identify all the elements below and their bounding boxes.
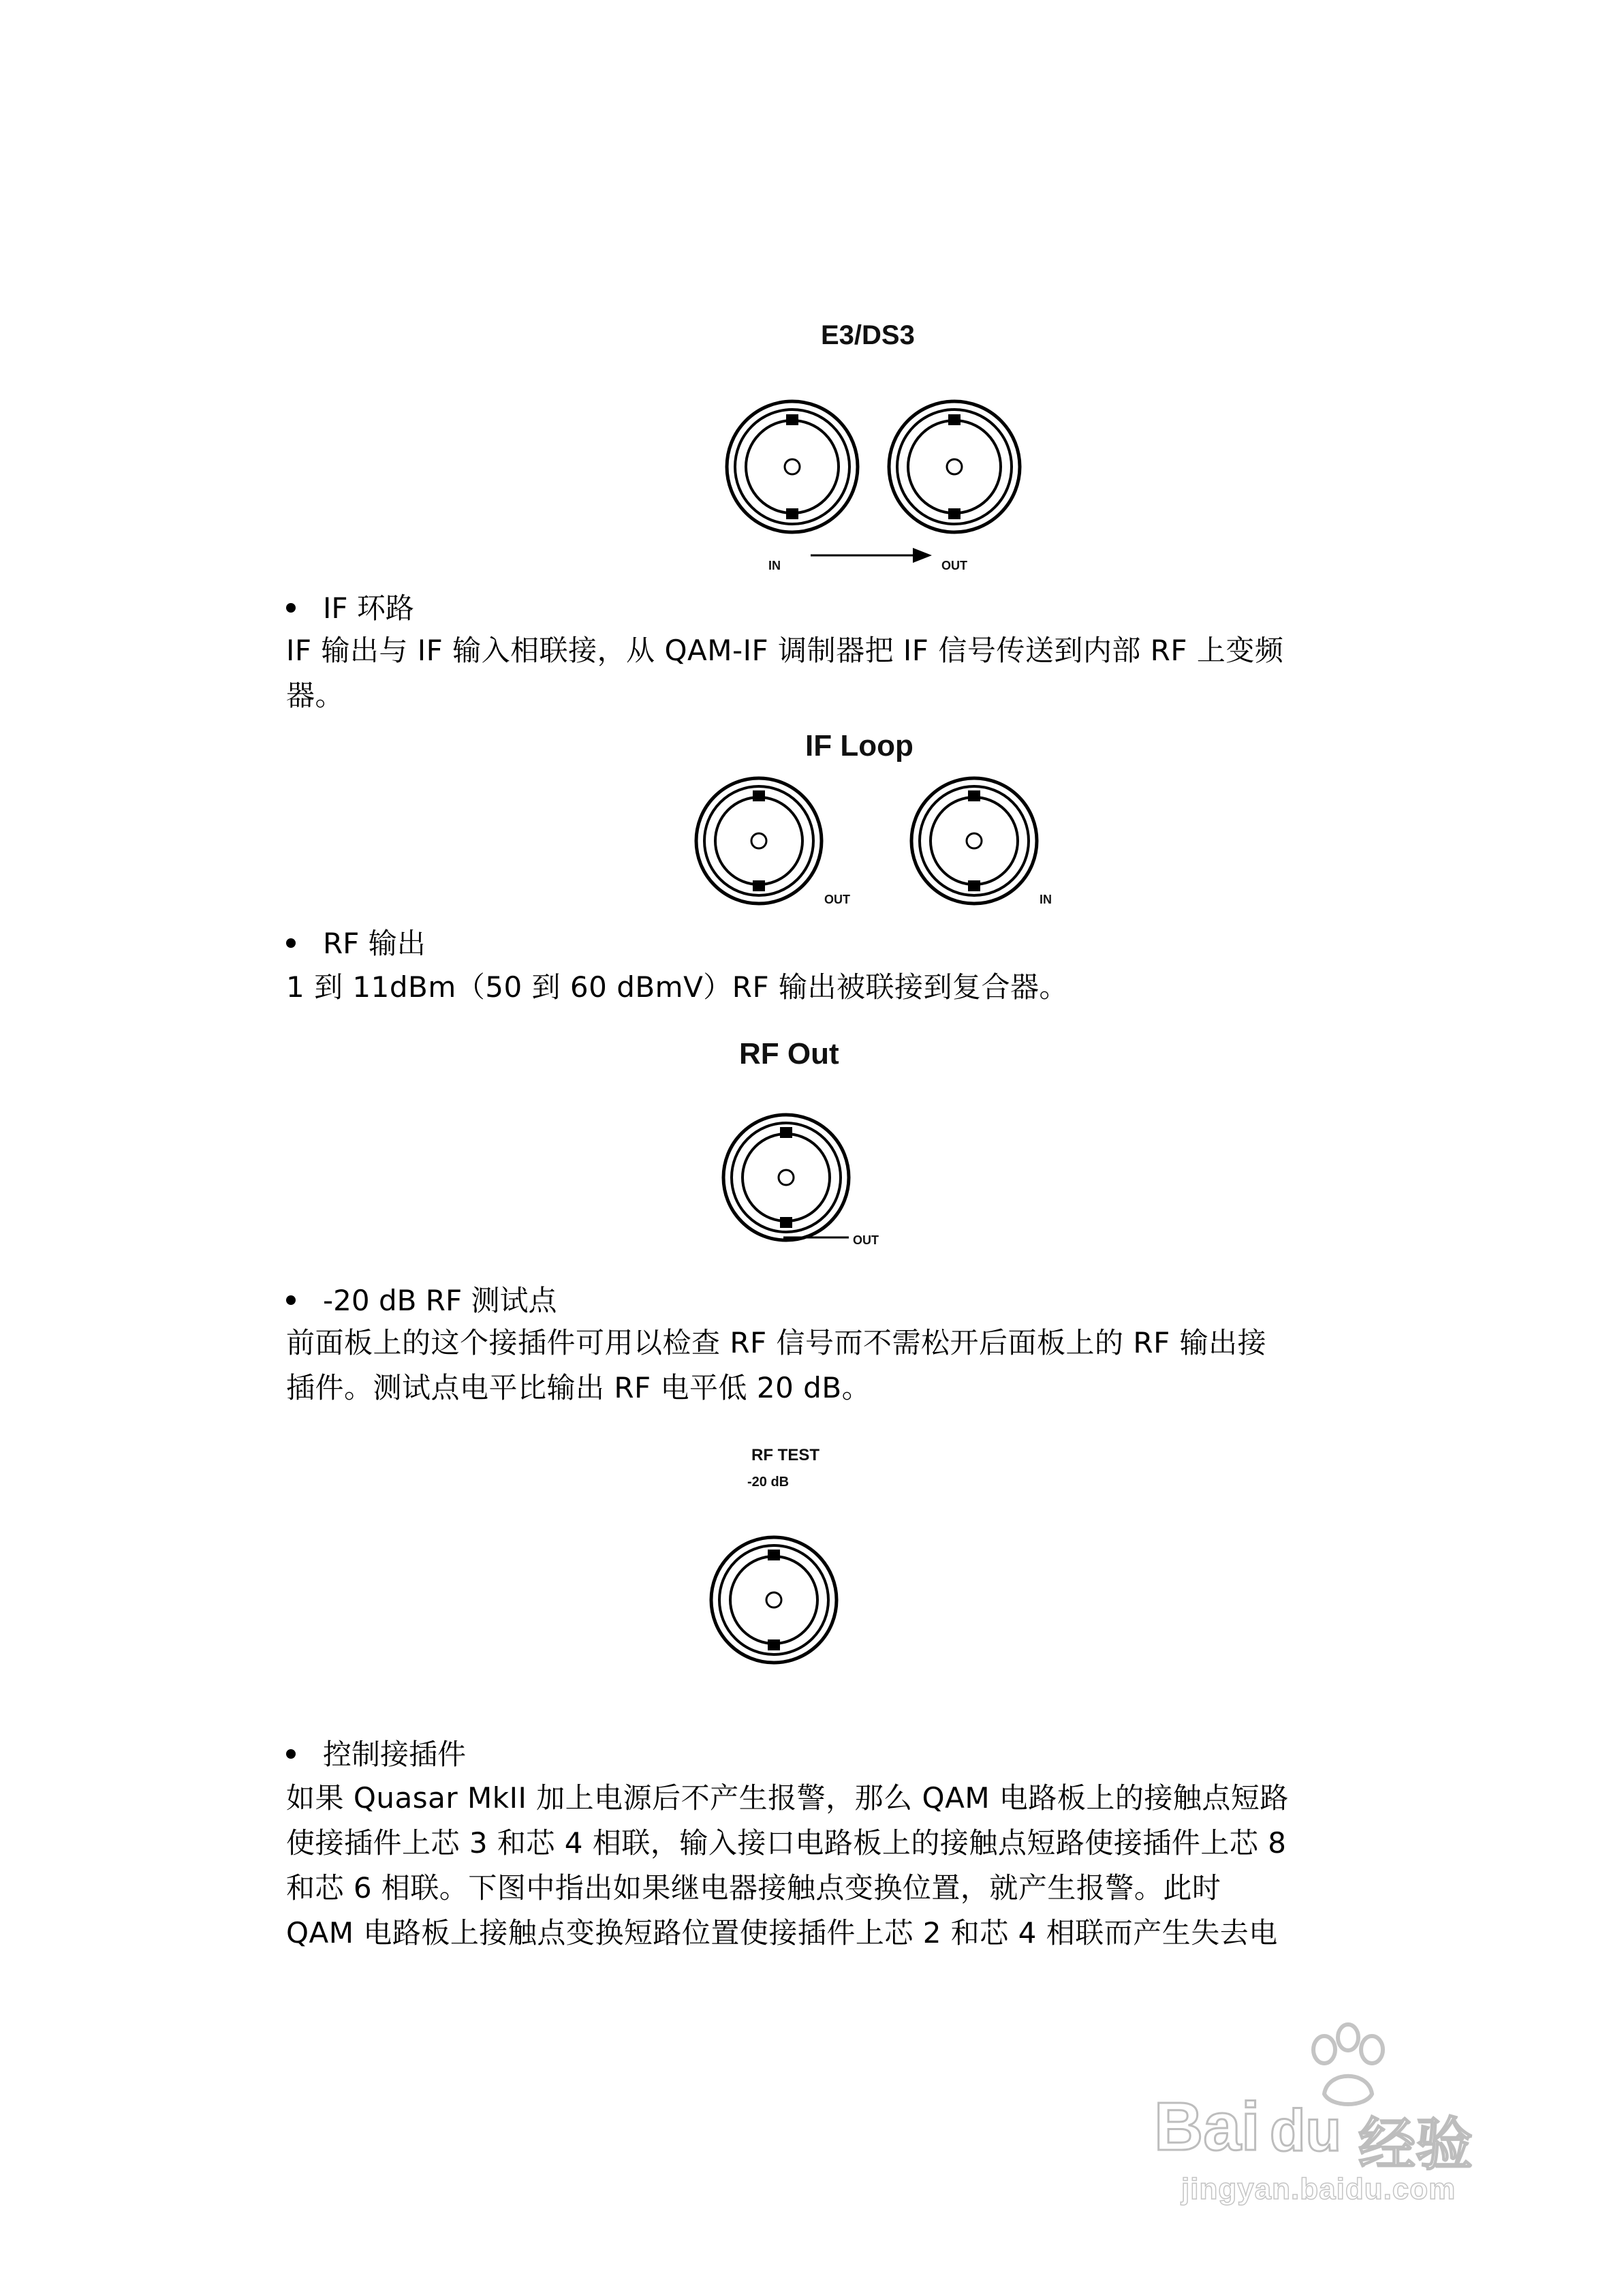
- paragraph-rf-test-point: [286, 1321, 1376, 1411]
- paragraph-line: 器。: [286, 679, 345, 712]
- watermark-url: jingyan.baidu.com: [1181, 2172, 1456, 2206]
- bullet-text: IF 环路: [323, 591, 414, 625]
- bullet-dot: [286, 1749, 296, 1759]
- bullet-text: 控制接插件: [323, 1738, 467, 1771]
- e3ds3-label-out: OUT: [941, 559, 967, 572]
- signal-arrow-icon: [811, 545, 940, 566]
- bnc-connector-e3ds3-out-icon: [883, 395, 1026, 538]
- paragraph-line: 1 到 11dBm（50 到 60 dBmV）RF 输出被联接到复合器。: [286, 970, 1069, 1004]
- figure-title-rf-out: RF Out: [739, 1037, 839, 1071]
- paragraph-line: 使接插件上芯 3 和芯 4 相联，输入接口电路板上的接触点短路使接插件上芯 8: [286, 1826, 1287, 1860]
- figure-title-if-loop: IF Loop: [805, 729, 914, 763]
- paragraph-control-connector: [286, 1776, 1376, 1956]
- figure-subtitle-rf-test: -20 dB: [747, 1475, 790, 1490]
- paragraph-line: QAM 电路板上接触点变换短路位置使接插件上芯 2 和芯 4 相联而产生失去电: [286, 1916, 1278, 1950]
- paragraph-line: 如果 Quasar MkII 加上电源后不产生报警，那么 QAM 电路板上的接触点短路: [286, 1781, 1289, 1815]
- paragraph-line: 前面板上的这个接插件可用以检查 RF 信号而不需松开后面板上的 RF 输出接: [286, 1326, 1267, 1359]
- figure-title-e3ds3: E3/DS3: [821, 320, 915, 350]
- baidu-jingyan-watermark: [1140, 2022, 1522, 2213]
- bnc-connector-if-loop-out-icon: [691, 773, 827, 909]
- rf-out-lead-line-icon: [783, 1232, 852, 1243]
- bullet-if-loop: [286, 586, 414, 631]
- figure-title-rf-test: RF TEST: [751, 1446, 819, 1464]
- watermark-product: 经验: [1358, 2112, 1473, 2176]
- bullet-control-connector: [286, 1732, 466, 1777]
- e3ds3-label-in: IN: [768, 559, 781, 572]
- bnc-connector-rf-test-icon: [706, 1532, 842, 1668]
- rf-out-label-out: OUT: [853, 1233, 879, 1247]
- bullet-text: RF 输出: [323, 927, 426, 960]
- if-loop-label-out: OUT: [824, 893, 850, 906]
- watermark-brand: Bai: [1154, 2089, 1260, 2165]
- bullet-dot: [286, 1295, 296, 1305]
- bnc-connector-e3ds3-in-icon: [721, 395, 864, 538]
- bnc-connector-rf-out-icon: [718, 1109, 854, 1246]
- paragraph-line: IF 输出与 IF 输入相联接，从 QAM-IF 调制器把 IF 信号传送到内部 RF 上变频: [286, 634, 1284, 667]
- if-loop-label-in: IN: [1040, 893, 1052, 906]
- paragraph-rf-output: [286, 965, 1376, 1010]
- paragraph-line: 和芯 6 相联。下图中指出如果继电器接触点变换位置，就产生报警。此时: [286, 1871, 1221, 1905]
- paragraph-if-loop: [286, 628, 1376, 718]
- bullet-dot: [286, 938, 296, 948]
- bnc-connector-if-loop-in-icon: [906, 773, 1042, 909]
- bullet-rf-test-point: [286, 1278, 557, 1323]
- watermark-brand-suffix: du: [1270, 2098, 1342, 2163]
- bullet-rf-output: [286, 921, 426, 966]
- bullet-text: -20 dB RF 测试点: [323, 1284, 557, 1317]
- bullet-dot: [286, 603, 296, 613]
- paragraph-line: 插件。测试点电平比输出 RF 电平低 20 dB。: [286, 1371, 871, 1404]
